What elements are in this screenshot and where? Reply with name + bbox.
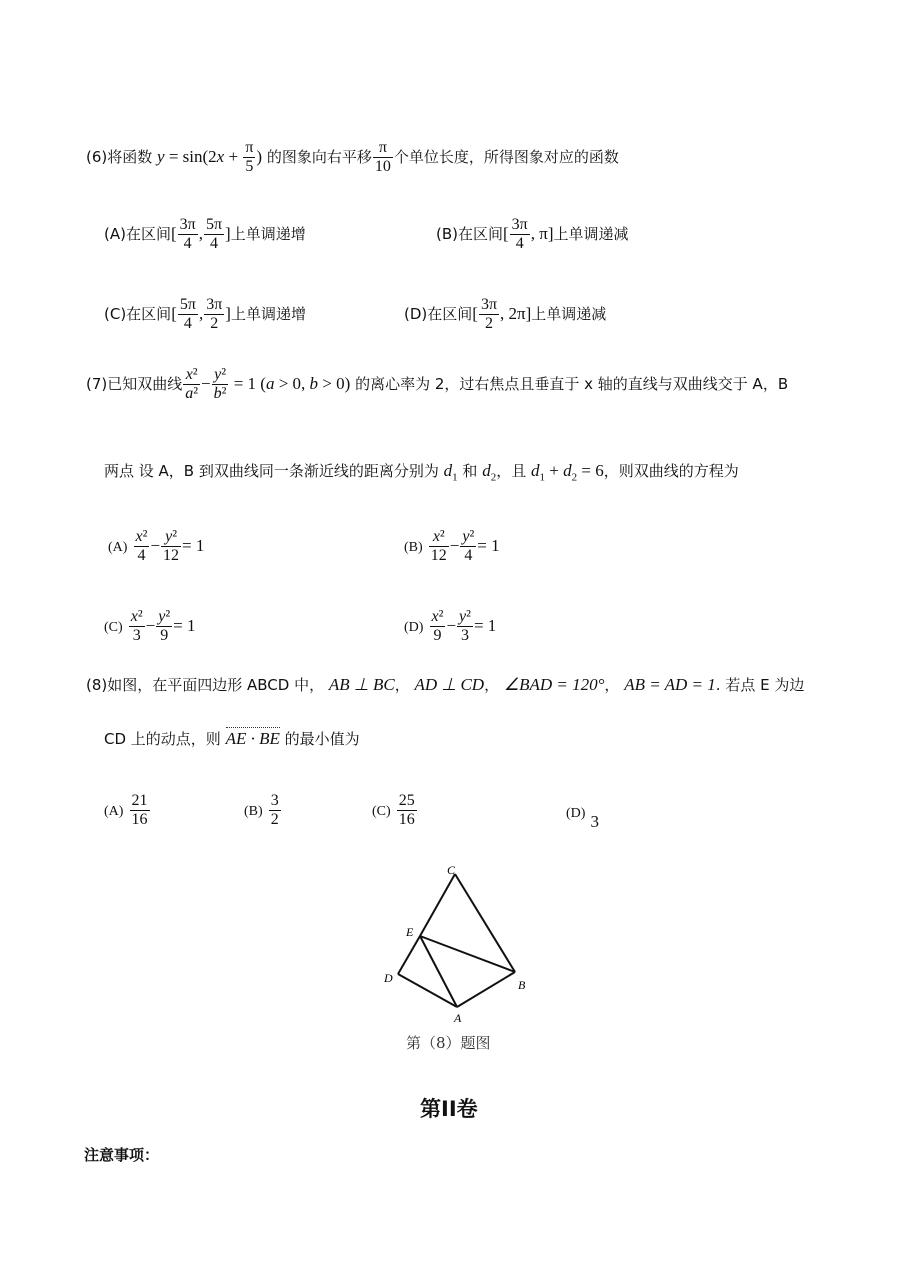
q8-cond-1: AB ⊥ BC — [328, 675, 395, 694]
q7-option-a-label: (A) — [108, 540, 128, 555]
q8-option-a-value: $\frac{21}{16}$ — [131, 791, 148, 828]
q7-and: 和 — [462, 462, 478, 480]
q7-stem-line2 — [104, 456, 739, 492]
q6-func: y — [157, 147, 165, 166]
notes-heading: 注意事项： — [84, 1146, 160, 1164]
q6-option-b[interactable]: (B)在区间[ $\frac{3\pi}{4}$ , π]上单调递减 — [436, 215, 629, 252]
q6-stem-pre: (6)将函数 — [86, 148, 153, 166]
edge-ab — [457, 972, 515, 1007]
point-d-label: D — [384, 971, 393, 985]
q8-line2-pre: CD 上的动点，则 — [104, 730, 221, 748]
q8-option-c[interactable] — [372, 790, 418, 832]
q6-stem-mid: 的图象向右平移 — [266, 148, 372, 166]
q7-option-c[interactable]: (C) $\frac{\text{x²}}{3}$ − $\frac{\text{y²}}{9}$ = 1 — [104, 607, 196, 644]
edge-ce — [420, 874, 455, 936]
q7-d1: $d_1$ — [443, 461, 458, 484]
q8-stem-post: . 若点 E 为边 — [715, 676, 805, 694]
q8-option-c-value: $\frac{25}{16}$ — [398, 791, 415, 828]
q8-stem-line2 — [104, 722, 360, 756]
section-title: 第II卷 — [420, 1097, 478, 1121]
point-b-label: B — [518, 978, 526, 992]
q6-option-c-label: (C)在区间 — [104, 305, 172, 323]
edge-ed — [398, 936, 420, 974]
q8-option-a-label: (A) — [104, 804, 124, 819]
edge-cb — [455, 874, 515, 972]
q8-stem-pre: (8)如图，在平面四边形 ABCD 中， — [86, 676, 325, 694]
q8-option-d[interactable] — [566, 792, 599, 834]
q8-option-d-value: 3 — [590, 812, 600, 831]
q7-stem-pre: (7)已知双曲线 — [86, 375, 183, 393]
point-c-label: C — [447, 863, 456, 877]
q6-option-d[interactable]: (D)在区间[ $\frac{3\pi}{2}$ , 2π]上单调递减 — [404, 295, 607, 332]
q8-option-b-value: $\frac{3}{2}$ — [270, 791, 279, 828]
point-a-label: A — [454, 1011, 462, 1025]
q7-stem: (7)已知双曲线 $\frac{\text{x²}}{\text{a²}}$ − $\frac{\text{y²}}{\text{b²}}$ = 1 (a > 0, b > 0) 的离心率为 2，过右焦点且垂直于 x 轴的直线与双曲线交于 A，B — [86, 365, 789, 402]
q6-stem: (6)将函数 y = sin(2x + $\frac{\pi}{5}$ ) 的图象向右平移 $\frac{\pi}{10}$ 个单位长度，所得图象对应的函数 — [86, 138, 619, 175]
q6-option-c[interactable]: (C)在区间[ $\frac{5\pi}{4}$ , $\frac{3\pi}{2}$ ]上单调递增 — [104, 295, 306, 332]
edge-eb — [420, 936, 515, 972]
q6-option-a[interactable]: (A)在区间[ $\frac{3\pi}{4}$ , $\frac{5\pi}{4}$ ]上单调递增 — [104, 215, 306, 252]
q7-cond: $d_1 + d_2 = 6$ — [531, 461, 604, 484]
q7-d2: $d_2$ — [482, 461, 497, 484]
q6-option-d-label: (D)在区间 — [404, 305, 473, 323]
q6-option-a-text: 上单调递增 — [230, 225, 306, 243]
q6-option-c-text: 上单调递增 — [230, 305, 306, 323]
q7-stem-post: 的离心率为 2，过右焦点且垂直于 x 轴的直线与双曲线交于 A，B — [355, 375, 789, 393]
q6-option-b-text: 上单调递减 — [553, 225, 629, 243]
q8-figure — [370, 860, 540, 1060]
q7-option-a[interactable]: (A) $\frac{\text{x²}}{4}$ − $\frac{\text{y²}}{12}$ = 1 — [108, 527, 205, 564]
q7-qie: ，且 — [496, 462, 527, 480]
q8-option-c-label: (C) — [372, 804, 391, 819]
q7-option-d[interactable]: (D) $\frac{\text{x²}}{9}$ − $\frac{\text{y²}}{3}$ = 1 — [404, 607, 497, 644]
q8-option-b-label: (B) — [244, 804, 263, 819]
q8-cond-2: AD ⊥ CD — [414, 675, 485, 694]
q7-option-b[interactable]: (B) $\frac{\text{x²}}{12}$ − $\frac{\text{y²}}{4}$ = 1 — [404, 527, 500, 564]
figure-caption: 第（8）题图 — [406, 1034, 491, 1052]
q7-option-c-label: (C) — [104, 620, 123, 635]
q8-option-a[interactable] — [104, 790, 151, 832]
q8-cond-3: ∠BAD = 120° — [503, 675, 605, 694]
q7-line2-pre: 两点 设 A，B 到双曲线同一条渐近线的距离分别为 — [104, 462, 439, 480]
q8-stem: (8)如图，在平面四边形 ABCD 中， AB ⊥ BC， AD ⊥ CD， ∠BAD = 120°， AB = AD = 1. 若点 E 为边 — [86, 675, 805, 694]
q6-option-a-label: (A)在区间 — [104, 225, 171, 243]
q6-stem-post: 个单位长度，所得图象对应的函数 — [393, 148, 619, 166]
q8-line2-post: 的最小值为 — [284, 730, 360, 748]
q6-option-b-label: (B)在区间 — [436, 225, 503, 243]
q7-option-d-label: (D) — [404, 620, 424, 635]
q7-option-b-label: (B) — [404, 540, 423, 555]
q7-line2-post: ，则双曲线的方程为 — [603, 462, 739, 480]
q6-option-d-text: 上单调递减 — [531, 305, 607, 323]
q8-cond-4: AB = AD = 1 — [624, 675, 716, 694]
point-e-label: E — [406, 925, 414, 939]
q8-option-d-label: (D) — [566, 806, 586, 821]
q8-option-b[interactable] — [244, 790, 282, 832]
q8-dot-product: AE · BE — [225, 729, 280, 748]
